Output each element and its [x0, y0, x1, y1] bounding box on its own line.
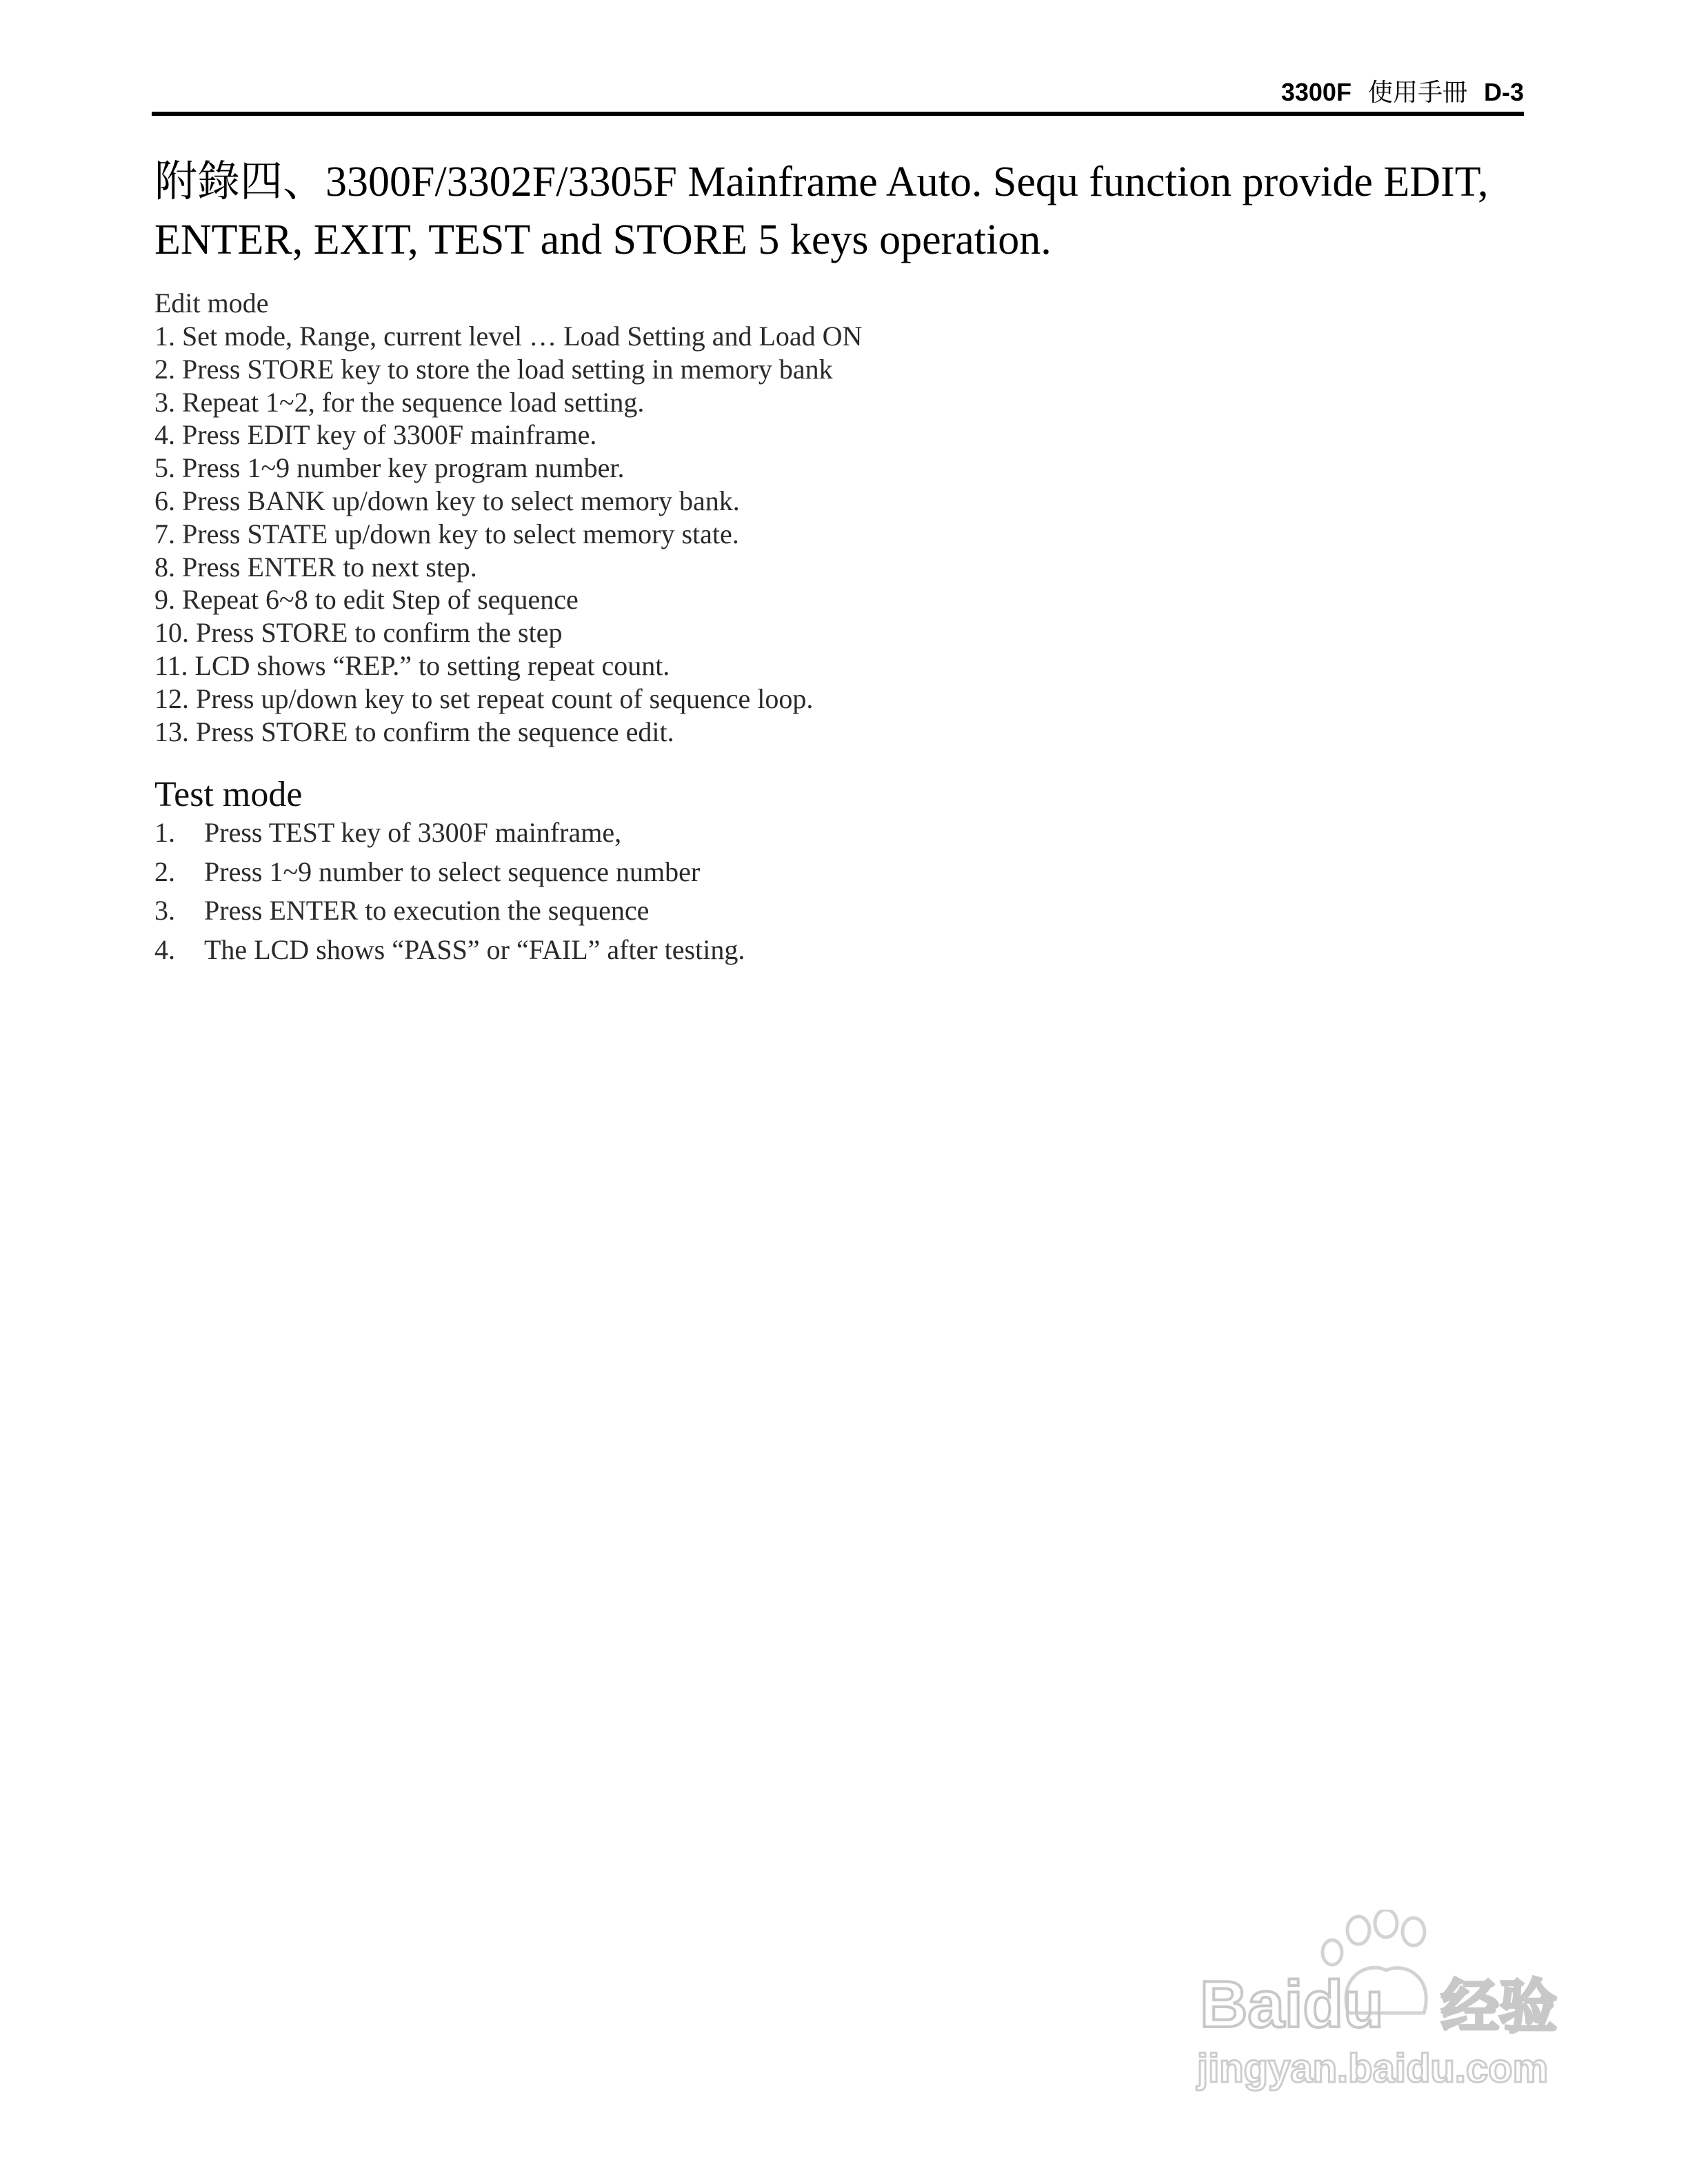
test-step-number: 1. — [154, 817, 175, 848]
baidu-jingyan-watermark — [1172, 1910, 1586, 2096]
header-manual-title: 使用手冊 — [1367, 78, 1467, 106]
header-rule — [152, 112, 1524, 116]
watermark-url: jingyan.baidu.com — [1197, 2046, 1549, 2091]
header-model: 3300F — [1280, 78, 1352, 106]
test-step-text: Press 1~9 number to select sequence number — [204, 856, 701, 887]
edit-mode-heading: Edit mode — [154, 287, 269, 318]
edit-step: 11. LCD shows “REP.” to setting repeat count. — [154, 649, 670, 681]
edit-step: 12. Press up/down key to set repeat count of sequence loop. — [154, 682, 814, 714]
page-title: 附錄四、3300F/3302F/3305F Mainframe Auto. Sequ function provide EDIT, ENTER, EXIT, TEST and STORE 5 keys operation. — [154, 159, 1489, 263]
test-step — [154, 891, 1327, 931]
edit-step: 1. Set mode, Range, current level … Load Setting and Load ON — [154, 321, 863, 352]
test-step-number: 3. — [154, 895, 175, 926]
edit-step: 5. Press 1~9 number key program number. — [154, 452, 625, 484]
edit-step: 9. Repeat 6~8 to edit Step of sequence — [154, 584, 579, 616]
edit-step: 7. Press STATE up/down key to select memory state. — [154, 518, 739, 549]
test-mode-heading: Test mode — [154, 775, 303, 814]
test-step — [154, 813, 1327, 853]
test-step — [154, 931, 1327, 970]
edit-step: 3. Repeat 1~2, for the sequence load setting. — [154, 386, 645, 418]
test-step — [154, 853, 1327, 892]
test-step-number: 4. — [154, 933, 175, 965]
edit-step: 13. Press STORE to confirm the sequence edit. — [154, 716, 674, 747]
edit-step: 2. Press STORE key to store the load setting in memory bank — [154, 353, 833, 385]
edit-step: 4. Press EDIT key of 3300F mainframe. — [154, 419, 597, 451]
test-step-text: Press ENTER to execution the sequence — [204, 895, 650, 926]
test-step-text: The LCD shows “PASS” or “FAIL” after testing. — [204, 933, 745, 965]
watermark-brand-cn: 经验 — [1441, 1973, 1558, 2041]
edit-step: 10. Press STORE to confirm the step — [154, 617, 563, 649]
header-page-number: D-3 — [1483, 78, 1524, 106]
page-header — [152, 74, 1524, 110]
test-step-text: Press TEST key of 3300F mainframe, — [204, 817, 622, 848]
edit-mode-steps — [154, 320, 1327, 748]
test-mode-steps — [154, 813, 1327, 969]
test-step-number: 2. — [154, 856, 175, 887]
edit-step: 6. Press BANK up/down key to select memory bank. — [154, 485, 740, 516]
watermark-brand: Baidu — [1200, 1968, 1384, 2041]
edit-step: 8. Press ENTER to next step. — [154, 551, 477, 583]
